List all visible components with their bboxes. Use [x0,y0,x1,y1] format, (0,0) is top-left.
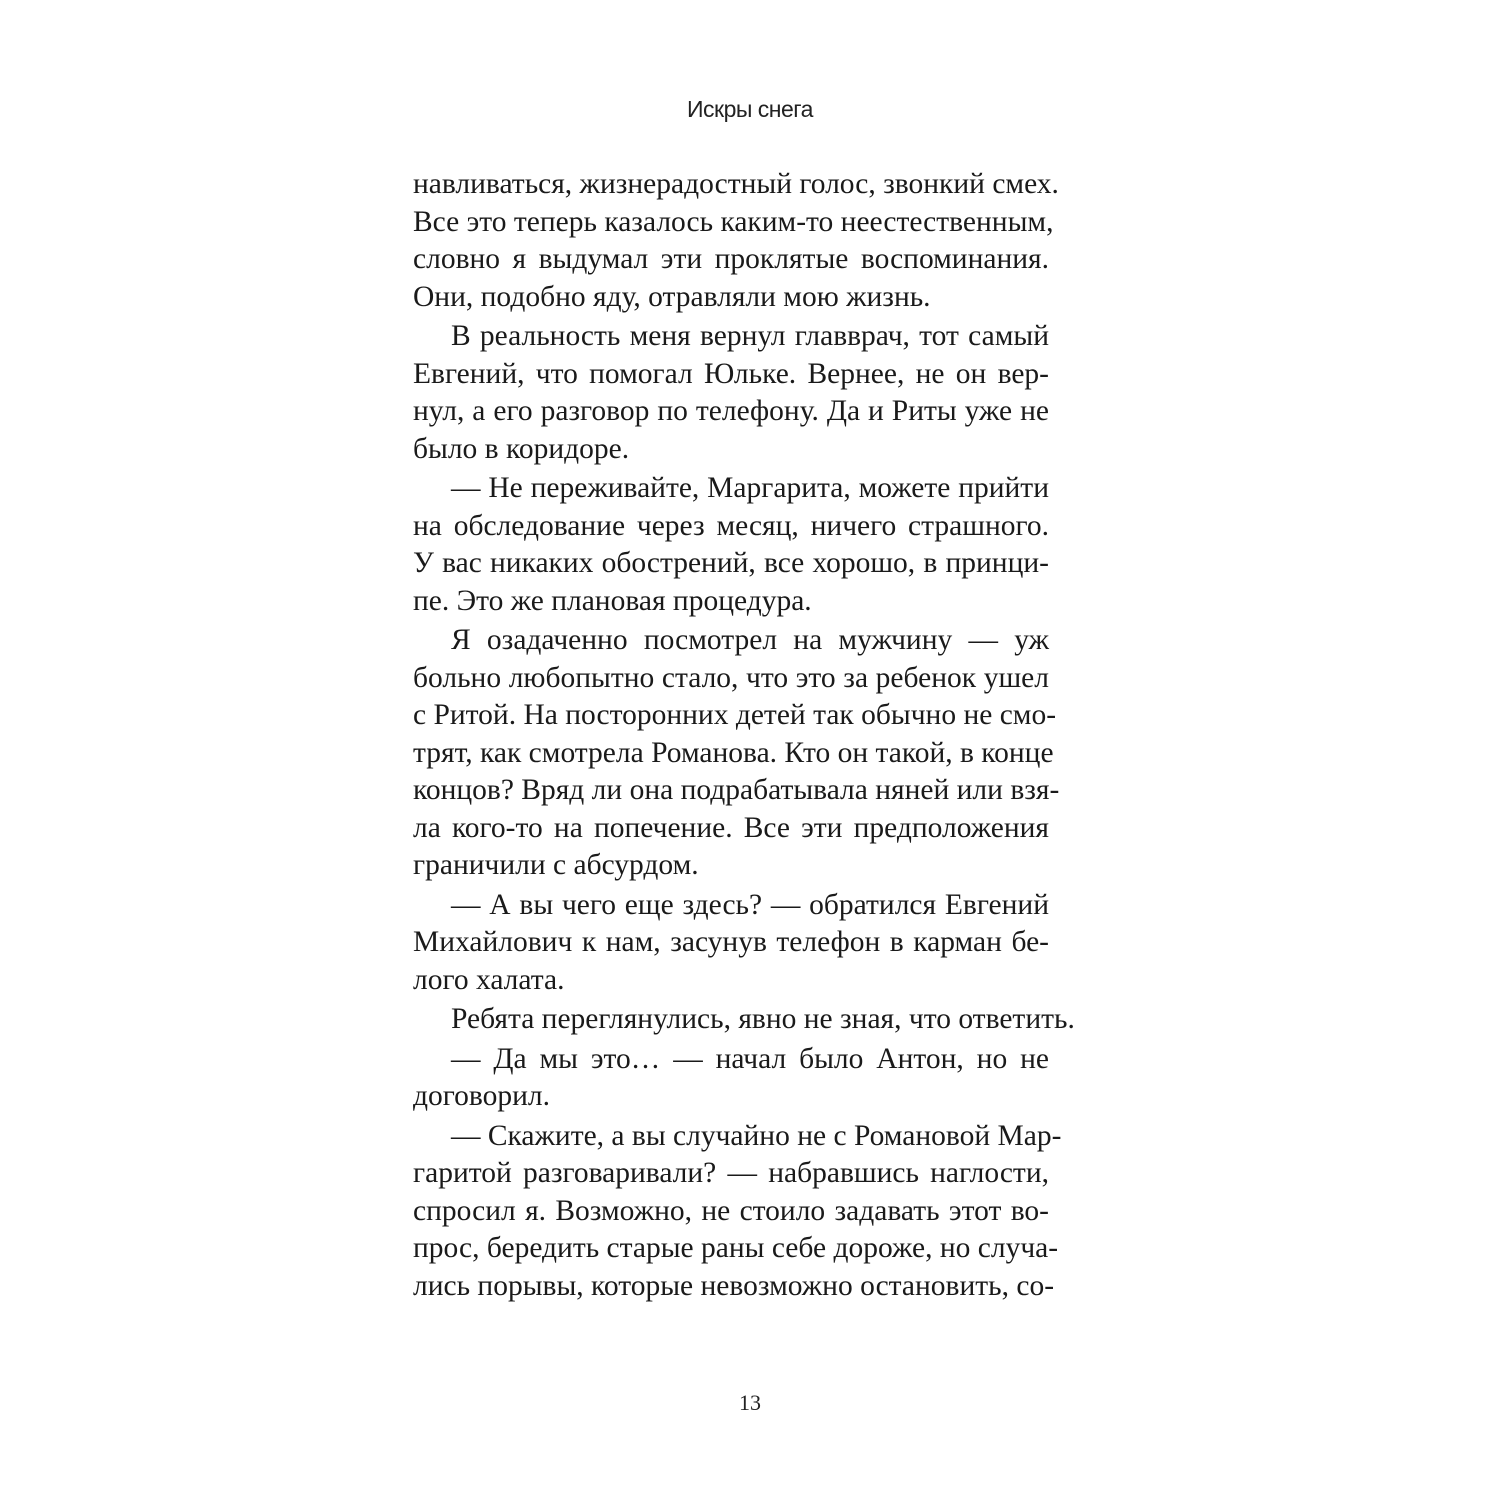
running-head: Искры снега [687,96,813,122]
text-line: договорил. [413,1080,550,1112]
text-line: спросил я. Возможно, не стоило задавать этот во- [413,1194,1049,1227]
text-line: ла кого-то на попечение. Все эти предположения [413,811,1049,844]
paragraph [413,1001,1075,1039]
text-line: Они, подобно яду, отравляли мою жизнь. [413,280,931,313]
page-number: 13 [739,1390,761,1415]
text-line: лого халата. [413,963,565,996]
text-line: нул, а его разговор по телефону. Да и Риты уже не [413,395,1049,427]
text-line: больно любопытно стало, что это за ребенок ушел [413,661,1049,694]
paragraph [413,470,1049,620]
text-line: У вас никаких обострений, все хорошо, в принци- [413,547,1049,579]
text-line: Я озадаченно посмотрел на мужчину — уж [451,624,1049,656]
text-line: прос, бередить старые раны себе дороже, но случа- [413,1232,1059,1264]
text-line: — Скажите, а вы случайно не с Романовой Мар- [451,1119,1062,1152]
paragraph [413,1118,1062,1306]
text-line: Ребята переглянулись, явно не зная, что ответить. [451,1003,1075,1035]
text-line: словно я выдумал эти проклятые воспоминания. [413,243,1049,275]
text-line: лись порывы, которые невозможно остановить, со- [413,1269,1055,1302]
paragraph [413,622,1060,885]
text-line: концов? Вряд ли она подрабатывала няней или взя- [413,774,1060,806]
text-line: было в коридоре. [413,432,630,465]
text-line: — Не переживайте, Маргарита, можете прийти [451,472,1049,504]
text-line: — А вы чего еще здесь? — обратился Евгений [451,888,1049,921]
paragraph [413,887,1049,1000]
paragraph [413,1041,1049,1116]
text-line: граничили с абсурдом. [413,849,699,881]
paragraph [413,318,1049,468]
text-line: В реальность меня вернул главврач, тот самый [451,320,1049,352]
text-line: с Ритой. На посторонних детей так обычно не смо- [413,699,1057,731]
text-line: гаритой разговаривали? — набравшись наглости, [413,1157,1049,1189]
text-line: трят, как смотрела Романова. Кто он такой, в конце [413,736,1054,769]
text-line: Все это теперь казалось каким-то неестественным, [413,205,1054,238]
text-line: Михайлович к нам, засунув телефон в карман бе- [413,926,1049,958]
text-line: — Да мы это… — начал было Антон, но не [451,1042,1049,1075]
text-line: навливаться, жизнерадостный голос, звонкий смех. [413,168,1059,200]
text-line: Евгений, что помогал Юльке. Вернее, не он вер- [413,357,1049,390]
text-line: на обследование через месяц, ничего страшного. [413,509,1049,542]
paragraph [413,166,1059,316]
text-line: пе. Это же плановая процедура. [413,584,812,617]
body-text [413,166,1075,1305]
